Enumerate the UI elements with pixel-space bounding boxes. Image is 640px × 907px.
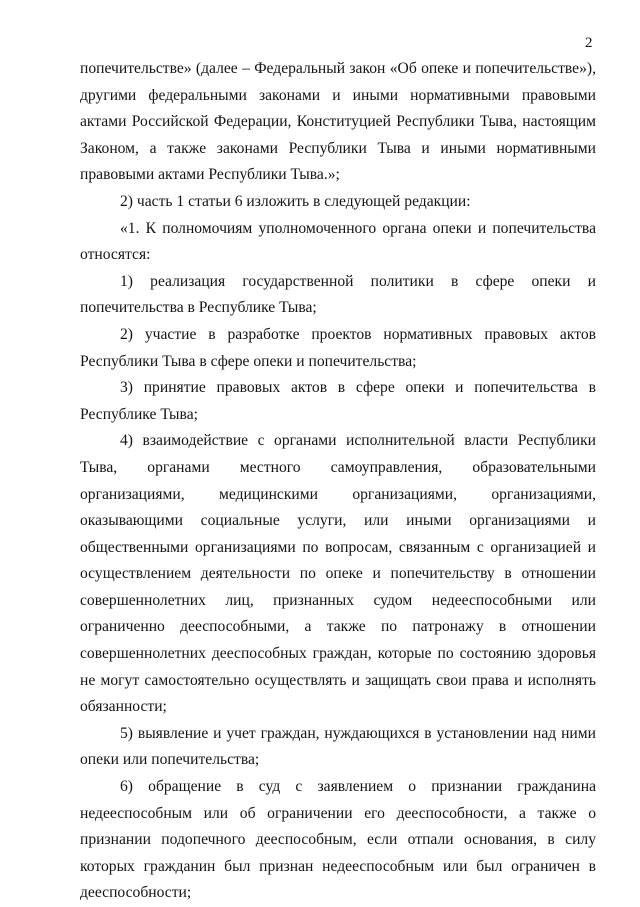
document-body bbox=[80, 56, 596, 907]
list-item-4: 4) взаимодействие с органами исполнительной власти Республики Тыва, органами местного самоуправления, образовательными организациями, медицинскими организациями, организациями, оказывающими социальные услуги, или иными организациями и общественными организациями по вопросам, связанным с организацией и осуществлением деятельности по опеке и попечительству в отношении совершеннолетних лиц, признанных судом недееспособными или ограниченно дееспособными, а также по патронажу в отношении совершеннолетних дееспособных граждан, которые по состоянию здоровья не могут самостоятельно осуществлять и защищать свои права и исполнять обязанности; bbox=[80, 432, 596, 716]
list-item-6: 6) обращение в суд с заявлением о признании гражданина недееспособным или об ограничении его дееспособности, а также о признании подопечного дееспособным, если отпали основания, в силу которых гражданин был признан недееспособным или был ограничен в дееспособности; bbox=[80, 778, 596, 902]
list-item-2: 2) участие в разработке проектов нормативных правовых актов Республики Тыва в сфере опеки и попечительства; bbox=[80, 325, 596, 370]
list-item-1: 1) реализация государственной политики в сфере опеки и попечительства в Республике Тыва; bbox=[80, 272, 596, 317]
page-number: 2 bbox=[585, 35, 593, 51]
list-item-3: 3) принятие правовых актов в сфере опеки и попечительства в Республике Тыва; bbox=[80, 379, 596, 423]
paragraph-continuation: попечительстве» (далее – Федеральный закон «Об опеке и попечительстве»), другими федеральными законами и иными нормативными правовыми актами Российской Федерации, Конституцией Республики Тыва, настоящим Законом, а также законами Республики Тыва и иными нормативными правовыми актами Республики Тыва.»; bbox=[80, 60, 596, 184]
paragraph-amendment-item-2: 2) часть 1 статьи 6 изложить в следующей редакции: bbox=[120, 192, 471, 210]
list-item-5: 5) выявление и учет граждан, нуждающихся в установлении над ними опеки или попечительства; bbox=[80, 724, 596, 769]
paragraph-powers-intro: «1. К полномочиям уполномоченного органа опеки и попечительства относятся: bbox=[80, 219, 596, 264]
